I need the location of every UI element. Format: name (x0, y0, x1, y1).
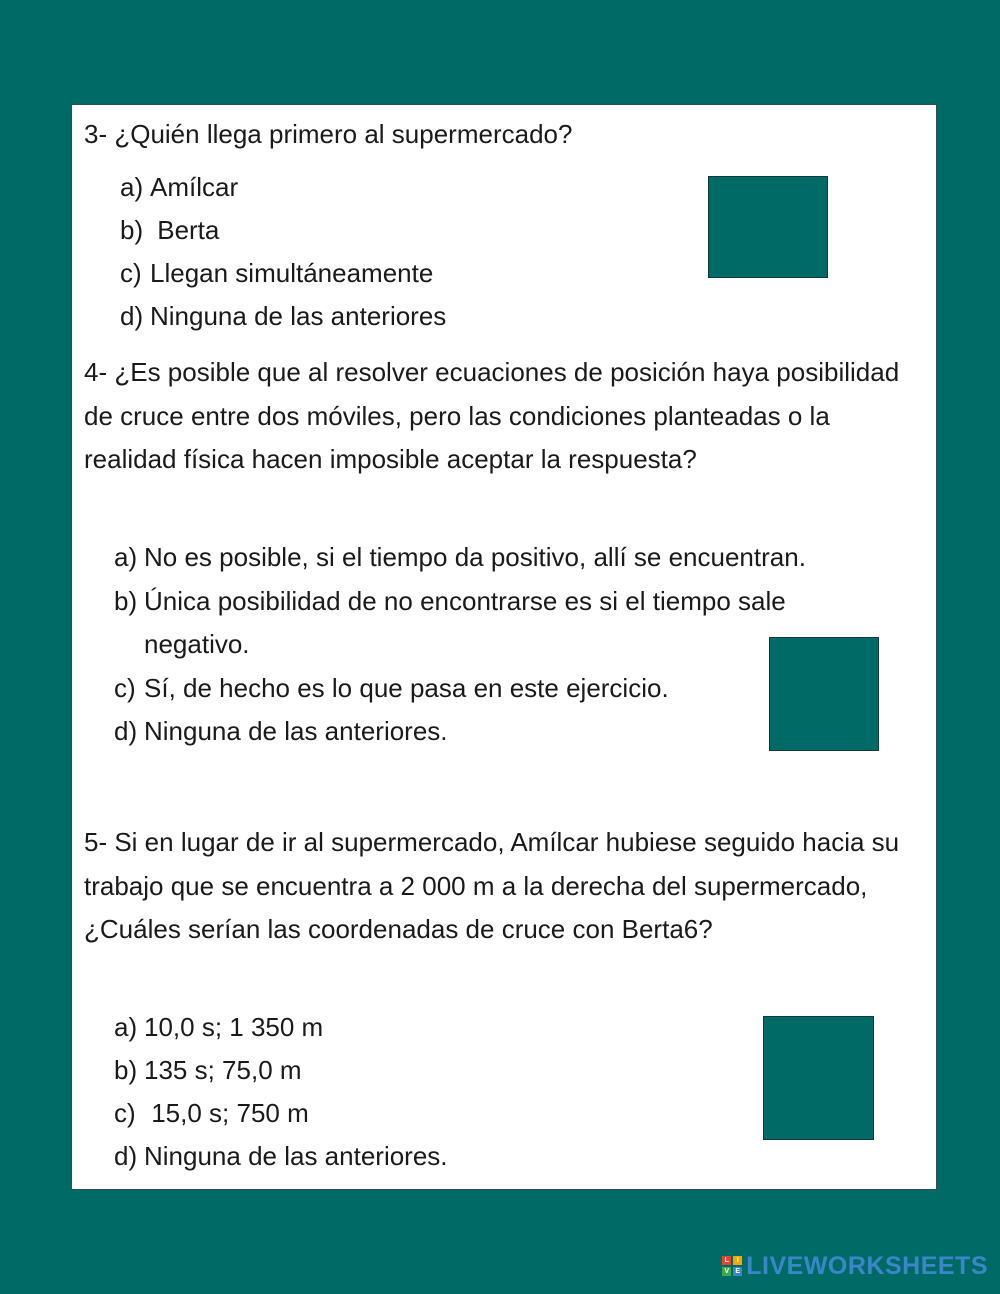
logo-text: LIVEWORKSHEETS (746, 1251, 988, 1280)
question-4-text: 4- ¿Es posible que al resolver ecuaciones de posición haya posibilidad de cruce entre dos móviles, pero las condiciones planteadas o la realidad física hacen imposible aceptar la respuesta? (84, 357, 900, 474)
question-3-option-d: d) Ninguna de las anteriores (120, 301, 447, 331)
question-5-option-b: b) 135 s; 75,0 m (114, 1055, 302, 1085)
question-4-option-b: b) Única posibilidad de no encontrarse es si el tiempo sale negativo. (114, 586, 786, 659)
logo-icon (722, 1256, 742, 1276)
question-4-option-a: a) No es posible, si el tiempo da positivo, allí se encuentran. (114, 542, 806, 572)
question-5-option-a: a) 10,0 s; 1 350 m (114, 1012, 324, 1042)
worksheet-sheet (71, 104, 937, 1190)
question-4-answer-box[interactable] (769, 637, 879, 751)
question-5-text: 5- Si en lugar de ir al supermercado, Amílcar hubiese seguido hacia su trabajo que se encuentra a 2 000 m a la derecha del supermercado, ¿Cuáles serían las coordenadas de cruce con Berta6? (84, 827, 900, 944)
question-3-option-c: c) Llegan simultáneamente (120, 258, 434, 288)
logo-letter-e: E (733, 1267, 742, 1276)
question-5-option-c: c) 15,0 s; 750 m (114, 1098, 309, 1128)
question-3-text: 3- ¿Quién llega primero al supermercado? (84, 119, 573, 149)
question-3-answer-box[interactable] (708, 176, 828, 278)
question-5-answer-box[interactable] (763, 1016, 874, 1140)
question-4-option-c: c) Sí, de hecho es lo que pasa en este ejercicio. (114, 673, 669, 703)
logo-letter-v: V (722, 1267, 731, 1276)
liveworksheets-logo (722, 1251, 988, 1281)
question-4-option-d: d) Ninguna de las anteriores. (114, 716, 448, 746)
logo-letter-i: I (733, 1256, 742, 1265)
logo-letter-l: L (722, 1256, 731, 1265)
question-3-option-a: a) Amílcar (120, 172, 239, 202)
question-3-option-b: b) Berta (120, 215, 220, 245)
question-5-option-d: d) Ninguna de las anteriores. (114, 1141, 448, 1171)
